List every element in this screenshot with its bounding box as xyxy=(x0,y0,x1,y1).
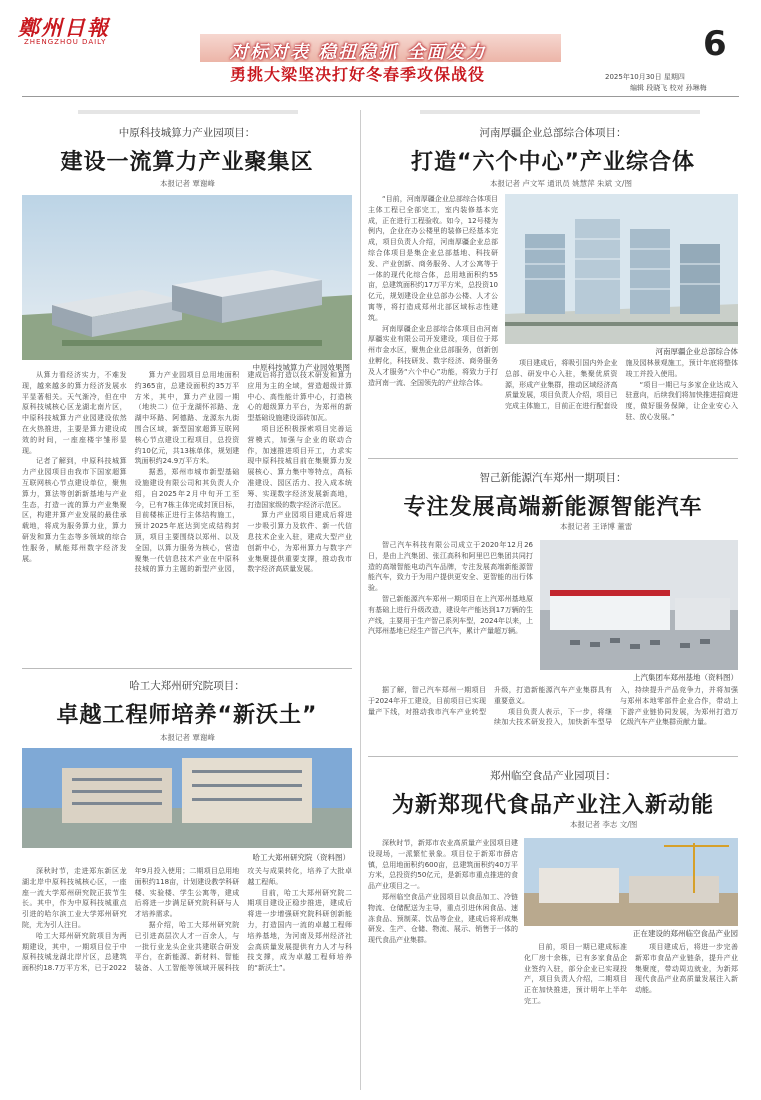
article5-body-col2 xyxy=(524,942,738,1088)
article5-byline: 本报记者 李志 文/图 xyxy=(570,820,638,829)
newspaper-logo: 鄭州日報 xyxy=(18,15,110,40)
article2-kicker: 河南厚疆企业总部综合体项目： xyxy=(479,127,627,139)
article5-construction-image xyxy=(524,838,738,926)
editor-line: 编辑 段晓飞 校对 孙琳梅 xyxy=(630,84,707,92)
paragraph: 深秋时节，新郑市农业高质量产业园项目建设现场，一派繁忙景象。项目位于新郑市薛店镇，总用地面积约600亩，总建筑面积约40万平方米，总投资约50亿元，是新郑市重点推进的食品产业项目之一。 xyxy=(368,839,518,891)
paragraph: 项目还积极探索项目完善运营模式，加强与企业的联动合作，加速推进项目开工，力求实现中原科技城目前在集聚算力发展核心、算力集中等特点，高标准建设、园区活力、投入成本统筹、实现数字经济发展新高地，打造国家级的数字经济示范区。 xyxy=(247,424,352,509)
paragraph: 项目建成后，将吸引国内外企业总部、研发中心入驻，集聚优质资源，形成产业集群，推动区域经济高质量发展，项目负责人介绍，项目已完成主体施工，目前正在进行配套设施及园林景观施工，预计年底将整体竣工并投入使用。 xyxy=(505,359,738,411)
article2-byline: 本报记者 卢文军 通讯员 姚慧萍 朱斌 文/图 xyxy=(490,179,632,188)
masthead xyxy=(0,0,761,96)
paragraph: 算力产业园项目总用地面积约365亩，总建设面积约35万平方米，其中，算力产业园一期（地块二）位于龙湖怀祁路、龙湖中环路、阿德路、龙源东九街围合区域，新型国家超算互联网核心节点建设工程项目，总投资约10亿元，共13栋单体，规划建筑面积约24.9万平方米。 xyxy=(134,371,240,466)
article1-rendering-image xyxy=(22,195,352,360)
article3-kicker: 智己新能源汽车郑州一期项目： xyxy=(479,472,627,484)
article4-photo-caption: 哈工大郑州研究院（资料图） xyxy=(252,853,350,862)
slogan: 对标对表 稳扭稳抓 全面发力 xyxy=(230,42,487,63)
article1-headline: 建设一流算力产业聚集区 xyxy=(60,150,314,175)
paragraph: “目前，河南厚疆企业总部综合体项目主体工程已全部完工，室内装修基本完成，正在进行工程验收。如今，12号楼为例内，企业在办公楼里的装修已经基本完成，项目负责人介绍，河南厚疆企业总部综合体项目是集企业总部基地、科技研发、产业创新、商务服务、人才公寓等于一体的现代化综合体，总用地面积约55亩，总建筑面积约17万平方米，总投资10亿元，规划建设企业总部办公楼、人才公寓等，将打造成郑州北部区域标志性建筑。 xyxy=(368,195,498,322)
paragraph: 据悉，郑州市城市新型基础设施建设有限公司和其负责人介绍，自2025年2月中旬开工至今，已有7栋主体完成封顶目标，目前楼栋正进行主体结构施工，预计2025年底达到完成结构封顶，项目主要围绕以郑州、以及全国，以算力服务为核心，营造聚集一代信息技术产业在中原科技城的算力主题的新型产业园，建成后将打造以技术研发和算力应用为主的全域，营造超级计算中心、高性能计算中心，打造核心的超级算力平台，为郑州的新型基础设施建设添砖加瓦。 xyxy=(134,371,352,574)
article2-photo xyxy=(505,194,738,344)
article4-body xyxy=(22,866,352,1088)
article1-kicker: 中原科技城算力产业园项目： xyxy=(118,127,256,139)
article4-byline: 本报记者 覃谢峰 xyxy=(160,733,215,742)
newspaper-logo-en: ZHENGZHOU DAILY xyxy=(24,38,107,46)
paragraph: 智己汽车科技有限公司成立于2020年12月26日，是由上汽集团、张江高科和阿里巴巴集团共同打造的高端智能电动汽车品牌，专注发展高端新能源智能汽车，致力于为用户提供更安全、更智能的出行体验。 xyxy=(368,541,533,593)
paragraph: 哈工大郑州研究院项目为两期建设，其中，一期项目位于中原科技城龙湖北岸片区，总建筑面积约18.7万平方米，已于2022年9月投入使用；二期项目总用地面积约118亩，计划建设教学科研楼、实验楼、学生公寓等，建成后将进一步满足研究院科研与人才培养需求。 xyxy=(22,867,240,973)
article3-headline: 专注发展高端新能源智能汽车 xyxy=(403,495,703,520)
article3-factory-image xyxy=(540,540,738,670)
paragraph: 从算力看经济实力，不难发现，越来越多的算力经济发展水平显著相关。天气渐冷，但在中原科技城核心区龙湖北南片区，中原科技城算力产业园建设依然在火热推进，主要是算力建设成效的时间，一座座楼宇雏形显现。 xyxy=(22,371,127,455)
article5-body-col1 xyxy=(368,838,518,1088)
divider xyxy=(368,458,738,459)
article1-photo-caption: 中原科技城算力产业园效果图 xyxy=(252,363,350,372)
paragraph: 据了解，智己汽车郑州一期项目于2024年开工建设，目前项目已实现量产下线，对推动我市汽车产业转型升级，打造新能源汽车产业集群具有重要意义。 xyxy=(368,686,612,716)
paragraph: 目前，哈工大郑州研究院二期项目建设正稳步推进，建成后将进一步增强研究院科研创新能力，打造国内一流的卓越工程师培养基地，为河南及郑州经济社会高质量发展提供有力人才与科技支撑，成为卓越工程师培养的“新沃土”。 xyxy=(247,888,352,973)
article2-headline: 打造“六个中心”产业综合体 xyxy=(411,150,695,175)
article2-body-col1 xyxy=(368,194,498,444)
date-line: 2025年10月30日 星期四 xyxy=(605,73,685,81)
article1-byline: 本报记者 覃谢峰 xyxy=(160,179,215,188)
paragraph: 郑州临空食品产业园项目以食品加工、冷链物流、仓储配送为主导，重点引进休闲食品、速冻食品、预制菜、饮品等企业，建成后将形成集研发、生产、仓储、物流、展示、销售于一体的现代食品产业集群。 xyxy=(368,892,518,945)
article5-kicker: 郑州临空食品产业园项目： xyxy=(490,770,616,782)
article4-headline: 卓越工程师培养“新沃土” xyxy=(56,703,318,728)
article1-photo xyxy=(22,195,352,360)
paragraph: 目前，项目一期已建成标准化厂房十余栋，已有多家食品企业签约入驻，部分企业已实现投产，项目负责人介绍，二期项目正在加快推进，预计明年上半年完工。 xyxy=(524,943,627,1005)
article3-body-col2 xyxy=(368,685,738,750)
paragraph: 算力产业园项目建成后将进一步吸引算力及软件、新一代信息技术企业入驻，建成大型产业创新中心，为郑州算力与数字产业集聚提供重要支撑，推动我市数字经济高质量发展。 xyxy=(247,511,352,574)
article5-headline: 为新郑现代食品产业注入新动能 xyxy=(391,793,714,818)
article3-photo xyxy=(540,540,738,670)
article2-photo-caption: 河南厚疆企业总部综合体 xyxy=(655,347,738,356)
paragraph: 记者了解到，中原科技城算力产业园项目由我市下国家超算互联网核心节点建设单位，聚焦算力，算法等创新新基地与产业生态，打造一流的算力产业集聚区，构建并算产业发展的最佳承载地，将成为服务算力业，算力研发和算力生态等多领域的综合性服务，赋能郑州数字经济发展。 xyxy=(22,457,127,563)
column-divider xyxy=(360,110,361,1090)
article3-byline: 本报记者 王译博 董雷 xyxy=(560,522,633,531)
paragraph: 深秋时节，走进郑东新区龙湖北岸中原科技城核心区，一座座一流大学郑州研究院正拔节生长。其中，作为中原科技城重点引进的哈尔滨工业大学郑州研究院，尤为引人注目。 xyxy=(22,867,127,929)
paragraph: 据介绍，哈工大郑州研究院已引进高层次人才一百余人，与一批行业龙头企业共建联合研发平台，在新能源、新材料、智能装备、人工智能等领域开展科技攻关与成果转化，培养了大批卓越工程师。 xyxy=(134,867,352,973)
article4-campus-image xyxy=(22,748,352,848)
paragraph: 河南厚疆企业总部综合体项目由河南厚疆实业有限公司开发建设，项目位于郑州市金水区，聚焦企业总部服务，创新创业孵化，科技研发、数字经济、商务服务及人才服务“六个中心”功能，将致力于打造河南一流、全国领先的产业综合体。 xyxy=(368,324,498,387)
article2-building-image xyxy=(505,194,738,344)
article4-photo xyxy=(22,748,352,848)
paragraph: 项目建成后，将进一步完善新郑市食品产业链条，提升产业集聚度，带动周边就业，为新郑现代食品产业高质量发展注入新动能。 xyxy=(635,943,738,995)
header-rule xyxy=(22,96,739,97)
article5-photo-caption: 正在建设的郑州临空食品产业园 xyxy=(633,929,738,938)
page-number: 6 xyxy=(703,24,727,64)
sub-heading: 勇挑大梁坚决打好冬春季攻保战役 xyxy=(230,65,486,84)
paragraph: 项目负责人表示，下一步，将继续加大技术研发投入，加快新车型导入，持续提升产品竞争力，并将加强与郑州本地零部件企业合作，带动上下游产业链协同发展，为郑州打造万亿级汽车产业集群贡献力量。 xyxy=(494,686,738,727)
article2-body-col2 xyxy=(505,358,738,454)
article4-kicker: 哈工大郑州研究院项目： xyxy=(129,680,245,692)
divider xyxy=(420,110,700,114)
paragraph: 智己新能源汽车郑州一期项目在上汽郑州基地原有基础上进行升级改造，建设年产能达到17万辆的生产线，主要用于生产智己系列车型，2024年以来，上汽郑州基地已经生产智己汽车，累计产量超万辆。 xyxy=(368,594,533,636)
divider xyxy=(368,756,738,757)
paragraph: “项目一期已与多家企业达成入驻意向，后续我们将加快推进招商进度，做好服务保障，让企业安心入驻、放心发展。” xyxy=(625,380,738,421)
article1-body xyxy=(22,370,352,662)
article5-photo xyxy=(524,838,738,926)
article3-photo-caption: 上汽集团车郑州基地（资料图） xyxy=(633,673,738,682)
divider xyxy=(22,668,352,669)
divider xyxy=(78,110,298,114)
